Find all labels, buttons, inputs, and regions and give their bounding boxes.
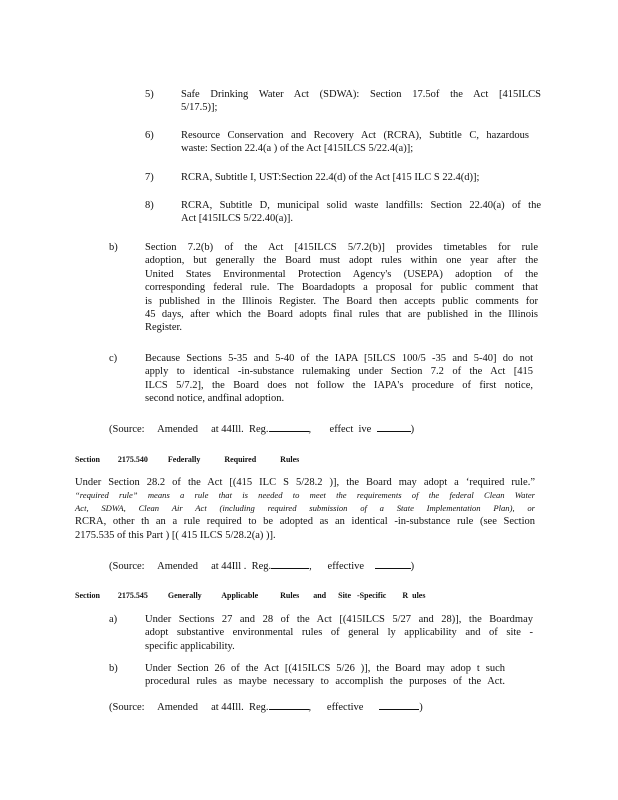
blank-line xyxy=(375,559,411,569)
blank-line xyxy=(377,422,411,432)
paragraph-procedural-rules: Under Section 26 of the Act [(415ILCS 5/26 )], the Board may adop t such procedural rules as maybe necessary to accomplish the purposes of the Act. xyxy=(145,663,505,688)
blank-line xyxy=(271,559,309,569)
item-number: 6) xyxy=(145,130,154,141)
blank-line xyxy=(269,700,309,710)
section-heading: Section 2175.540 Federally Required Rules xyxy=(75,455,300,464)
item-number: 8) xyxy=(145,200,154,211)
item-text-sdwa: Safe Drinking Water Act (SDWA): Section 17.5of the Act [415ILCS 5/17.5)]; xyxy=(181,89,541,114)
paragraph-iapa: Because Sections 5-35 and 5-40 of the IAPA [5ILCS 100/5 -35 and 5-40] do not apply to identical -in-substance rulemaking under Section 7.2 of the Act [415 ILCS 5/7.2], the Board does not follow the IAPA's procedure of first notice, second notice, andfinal adoption. xyxy=(145,353,533,405)
paragraph-timetables: Section 7.2(b) of the Act [415ILCS 5/7.2(b)] provides timetables for rule adoption, but generally the Board must adopt rules within one year after the United States Environmental Protection Agency's (USEPA) adoption of the corresponding federal rule. The Boardadopts a proposal for public comment that is published in the Illinois Register. The Board then accepts public comments for 45 days, after which the Board adopts final rules that are published in the Illinois Register. xyxy=(145,242,538,334)
source-note: (Source: Amended at 44Ill. Reg. , effect ive ) xyxy=(109,424,415,435)
item-text-rcra-c: Resource Conservation and Recovery Act (RCRA), Subtitle C, hazardous waste: Section 22.4(a ) of the Act [415ILCS 5/22.4(a)]; xyxy=(181,130,529,155)
source-note: (Source: Amended at 44Ill . Reg. , effective ) xyxy=(109,561,415,572)
paragraph-number: b) xyxy=(109,663,118,674)
paragraph-number: b) xyxy=(109,242,118,253)
paragraph-number: c) xyxy=(109,353,118,364)
blank-line xyxy=(379,700,419,710)
blank-line xyxy=(269,422,309,432)
paragraph-required-rules: Under Section 28.2 of the Act [(415 ILC S 5/28.2 )], the Board may adopt a ‘required rule.” “required rule” means a rule that is needed to meet the requirements of the federal Clean Water Act, SDWA, Clean Air Act (including required submission of a State Implementation Plan), or RCRA, other th an a rule required to be adopted as an identical -in-substance rule (see Section 2175.535 of this Part ) [( 415 ILCS 5/28.2(a) )]. xyxy=(75,477,535,541)
item-text-rcra-i: RCRA, Subtitle I, UST:Section 22.4(d) of the Act [415 ILC S 22.4(d)]; xyxy=(181,172,480,183)
item-number: 5) xyxy=(145,89,154,100)
section-heading: Section 2175.545 Generally Applicable Rules and Site -Specific R ules xyxy=(75,591,426,600)
paragraph-general-applicability: Under Sections 27 and 28 of the Act [(415ILCS 5/27 and 28)], the Boardmay adopt substantive environmental rules of general ly applicability and of site - specific applicability. xyxy=(145,614,533,652)
item-text-rcra-d: RCRA, Subtitle D, municipal solid waste landfills: Section 22.40(a) of the Act [415ILCS 5/22.40(a)]. xyxy=(181,200,541,225)
item-number: 7) xyxy=(145,172,154,183)
paragraph-number: a) xyxy=(109,614,118,625)
source-note: (Source: Amended at 44Ill. Reg. , effective ) xyxy=(109,702,423,713)
